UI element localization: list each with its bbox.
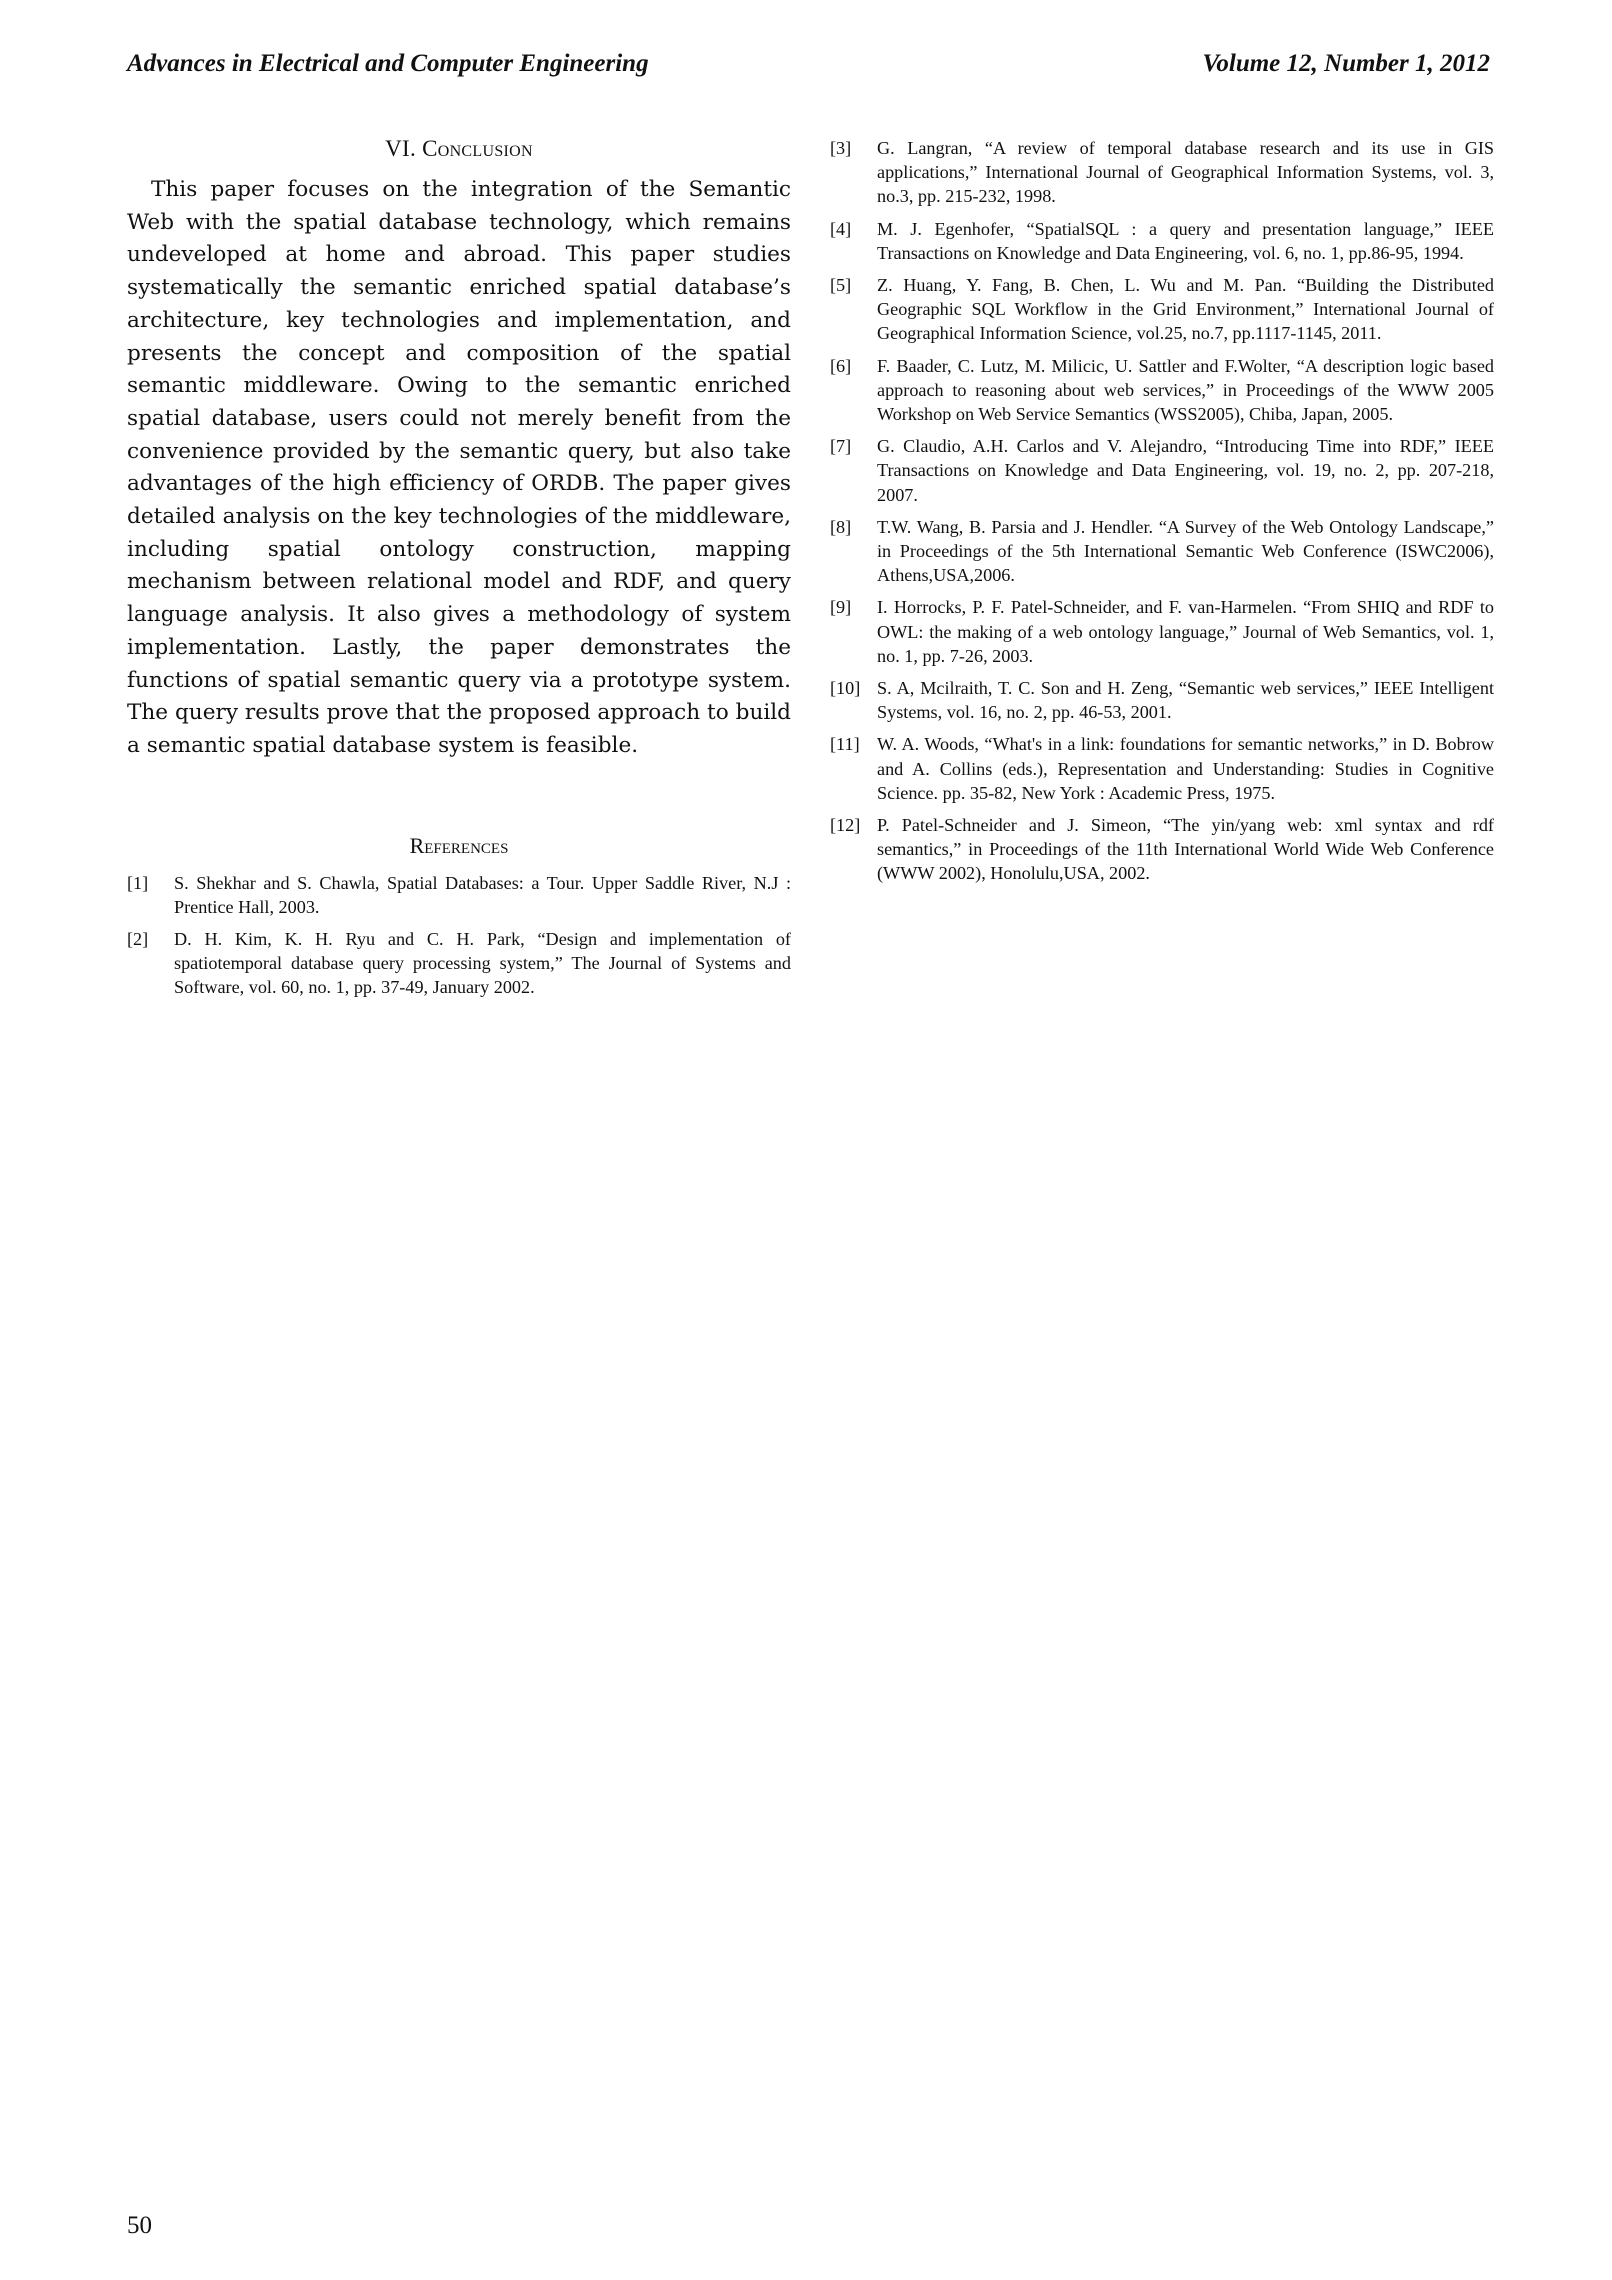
reference-item [830,217,1494,265]
reference-text: T.W. Wang, B. Parsia and J. Hendler. “A Survey of the Web Ontology Landscape,” in Proceedings of the 5th International Semantic Web Conference (ISWC2006), Athens,USA,2006. [877,516,1494,586]
reference-item [830,515,1494,588]
reference-number: [8] [830,516,852,537]
reference-item [830,676,1494,724]
volume-info: Volume 12, Number 1, 2012 [1202,50,1490,77]
reference-item [830,732,1494,805]
reference-text: S. Shekhar and S. Chawla, Spatial Databases: a Tour. Upper Saddle River, N.J : Prentice Hall, 2003. [174,872,791,917]
reference-item [127,871,791,919]
reference-number: [6] [830,355,852,376]
reference-text: W. A. Woods, “What's in a link: foundations for semantic networks,” in D. Bobrow and A. Collins (eds.), Representation and Understanding: Studies in Cognitive Science. pp. 35-82, New York : Academic Press, 1975. [877,734,1494,803]
reference-number: [10] [830,678,861,699]
reference-text: D. H. Kim, K. H. Ryu and C. H. Park, “Design and implementation of spatiotemporal database query processing system,” The Journal of Systems and Software, vol. 60, no. 1, pp. 37-49, January 2002. [174,929,791,998]
reference-number: [4] [830,218,852,239]
reference-text: G. Langran, “A review of temporal database research and its use in GIS applications,” International Journal of Geographical Information Systems, vol. 3, no.3, pp. 215-232, 1998. [877,138,1494,207]
reference-item [830,813,1494,886]
reference-item [830,273,1494,346]
reference-number: [3] [830,138,852,158]
reference-item [830,136,1494,209]
reference-item [830,595,1494,668]
reference-text: M. J. Egenhofer, “SpatialSQL : a query and presentation language,” IEEE Transactions on Knowledge and Data Engineering, vol. 6, no. 1, pp.86-95, 1994. [877,218,1494,263]
references-heading: References [409,832,509,858]
reference-number: [11] [830,734,860,755]
reference-text: G. Claudio, A.H. Carlos and V. Alejandro, “Introducing Time into RDF,” IEEE Transactions on Knowledge and Data Engineering, vol. 19, no. 2, pp. 207-218, 2007. [877,436,1494,505]
reference-number: [5] [830,275,852,296]
journal-title: Advances in Electrical and Computer Engineering [127,50,649,77]
reference-item [830,354,1494,427]
reference-item [830,434,1494,507]
reference-number: [12] [830,815,861,836]
page-number: 50 [127,2212,152,2239]
reference-text: F. Baader, C. Lutz, M. Milicic, U. Sattler and F.Wolter, “A description logic based approach to reasoning about web services,” in Proceedings of the WWW 2005 Workshop on Web Service Semantics (WSS2005), Chiba, Japan, 2005. [877,355,1494,425]
reference-number: [9] [830,597,852,618]
reference-number: [1] [127,872,149,893]
reference-number: [7] [830,436,852,457]
reference-text: I. Horrocks, P. F. Patel-Schneider, and F. van-Harmelen. “From SHIQ and RDF to OWL: the making of a web ontology language,” Journal of Web Semantics, vol. 1, no. 1, pp. 7-26, 2003. [877,597,1494,666]
conclusion-paragraph: This paper focuses on the integration of the Semantic Web with the spatial database technology, which remains undeveloped at home and abroad. This paper studies systematically the semantic enriched spatial database’s architecture, key technologies and implementation, and presents the concept and composition of the spatial semantic middleware. Owing to the semantic enriched spatial database, users could not merely benefit from the convenience provided by the semantic query, but also take advantages of the high efficiency of ORDB. The paper gives detailed analysis on the key technologies of the middleware, including spatial ontology construction, mapping mechanism between relational model and RDF, and query language analysis. It also gives a methodology of system implementation. Lastly, the paper demonstrates the functions of spatial semantic query via a prototype system. The query results prove that the proposed approach to build a semantic spatial database system is feasible. [127,177,791,758]
reference-item [127,927,791,1000]
right-column [830,136,1494,894]
conclusion-heading: VI. Conclusion [385,136,533,161]
reference-text: Z. Huang, Y. Fang, B. Chen, L. Wu and M. Pan. “Building the Distributed Geographic SQL Workflow in the Grid Environment,” International Journal of Geographical Information Science, vol.25, no.7, pp.1117-1145, 2011. [877,275,1494,344]
reference-text: S. A, Mcilraith, T. C. Son and H. Zeng, “Semantic web services,” IEEE Intelligent Systems, vol. 16, no. 2, pp. 46-53, 2001. [877,678,1494,723]
reference-number: [2] [127,929,149,950]
reference-text: P. Patel-Schneider and J. Simeon, “The yin/yang web: xml syntax and rdf semantics,” in Proceedings of the 11th International World Wide Web Conference (WWW 2002), Honolulu,USA, 2002. [877,815,1494,884]
left-column [127,136,791,1008]
